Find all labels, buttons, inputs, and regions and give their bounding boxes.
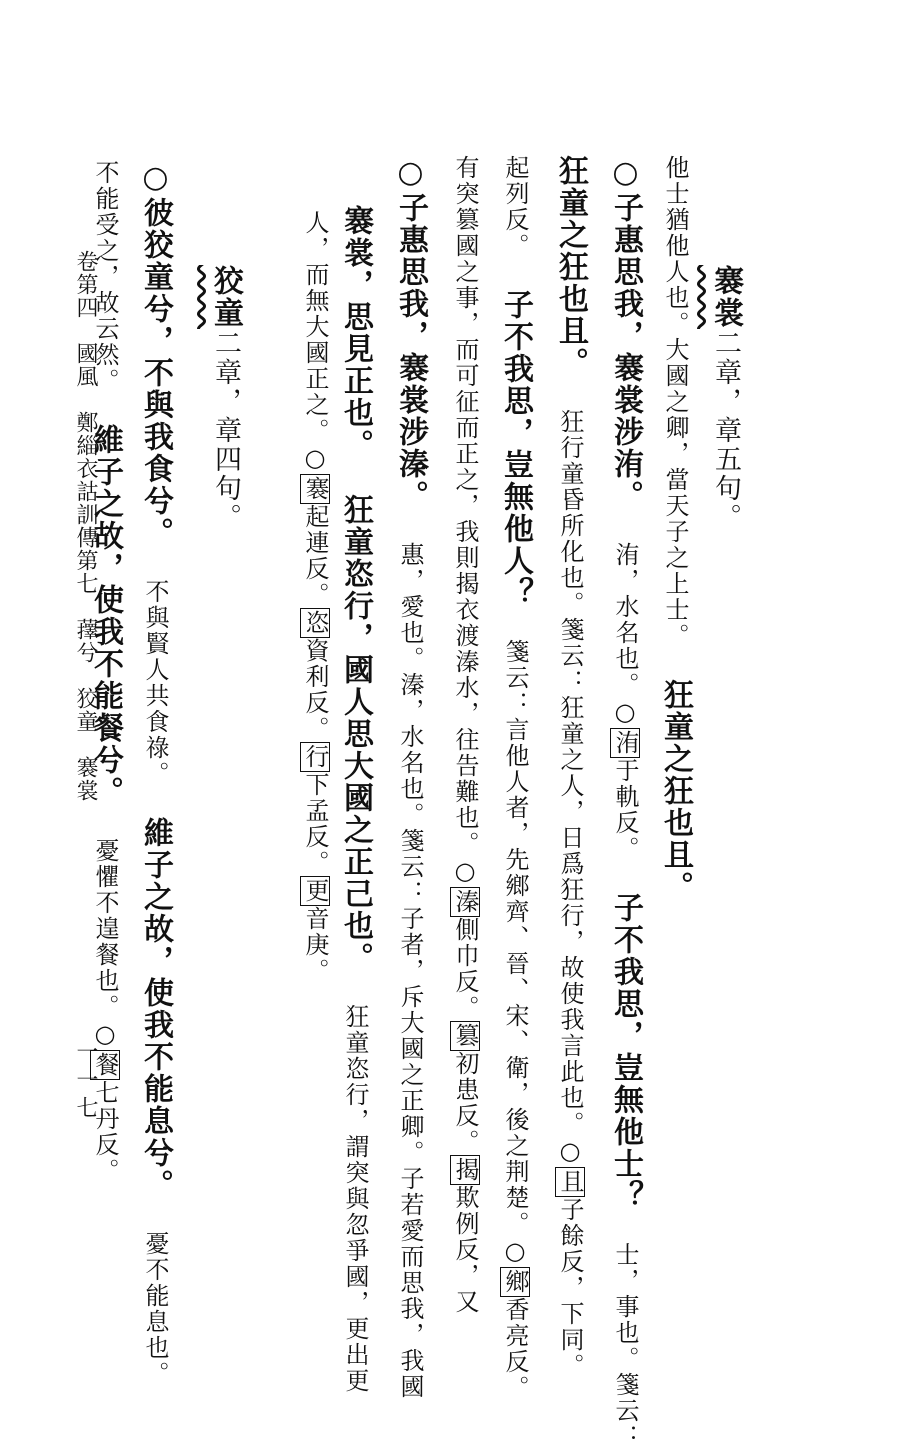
- text-segment: 不能受之，故云然。: [91, 160, 119, 424]
- text-segment: 下孟反。: [301, 772, 329, 876]
- text-segment: 且: [556, 1169, 584, 1195]
- text-segment: 更: [301, 878, 329, 904]
- text-segment: 二章，章四句。: [210, 329, 241, 532]
- text-segment: 餐: [91, 1052, 119, 1078]
- text-column-12: [708, 265, 743, 532]
- text-segment: 維子之故，使我不能息兮。: [138, 817, 173, 1201]
- text-segment: 洧: [611, 730, 639, 756]
- text-segment: 欺例反，又: [451, 1185, 479, 1315]
- text-segment: 維子之故，使我不能餐兮。: [88, 424, 123, 808]
- text-segment: 惠，愛也。溱，水名也。箋云：子者，斥大國之正卿。子若愛而思我，我國: [396, 512, 424, 1400]
- text-segment: 洧，水名也。○: [611, 512, 639, 728]
- text-segment: 二章，章五句。: [710, 329, 741, 532]
- text-segment: 篡: [451, 1023, 479, 1049]
- text-segment: 不與賢人共食祿。: [141, 549, 169, 817]
- text-segment: 鄉: [501, 1269, 529, 1295]
- text-segment: 憂不能息也。: [141, 1201, 169, 1387]
- text-column-10: [608, 155, 643, 1450]
- text-segment: 揭: [451, 1157, 479, 1183]
- text-segment: 于軌反。: [611, 758, 639, 892]
- text-segment: 箋云：言他人者，先鄉齊、晉、宋、衛，後之荆楚。○: [501, 609, 529, 1267]
- text-segment: 資利反。: [301, 638, 329, 742]
- text-segment: ○子惠思我，褰裳涉洧。: [608, 155, 643, 512]
- text-segment: 側巾反。: [451, 917, 479, 1021]
- text-column-2: [138, 160, 173, 1387]
- text-segment: 起列反。: [501, 155, 529, 289]
- text-segment: 子餘反，下同。: [556, 1197, 584, 1379]
- text-column-9: [553, 155, 588, 1379]
- text-segment: 有突篡國之事，而可征而正之，我則揭衣渡溱水，往告難也。○: [451, 155, 479, 887]
- text-column-5: [338, 205, 373, 1394]
- text-segment: 狂童恣行，謂突與忽爭國，更出更: [341, 974, 369, 1394]
- text-segment: 子不我思，豈無他士？: [608, 892, 643, 1212]
- text-segment: 狂行童昏所化也。箋云：狂童之人，日爲狂行，故使我言此也。○: [556, 379, 584, 1167]
- text-column-4: [300, 210, 330, 984]
- text-segment: 狂童恣行，國人思大國之正己也。: [338, 494, 373, 974]
- text-segment: 行: [301, 744, 329, 770]
- text-segment: 褰裳: [708, 265, 743, 329]
- text-segment: [340, 461, 371, 494]
- text-column-7: [450, 155, 480, 1315]
- text-segment: 人，而無大國正之。○: [301, 210, 329, 474]
- text-segment: 狂童之狂也且。: [658, 679, 693, 903]
- text-segment: 狂童之狂也且。: [553, 155, 588, 379]
- text-column-11: [658, 155, 693, 903]
- text-segment: ○子惠思我，褰裳涉溱。: [393, 155, 428, 512]
- text-column-6: [393, 155, 428, 1400]
- text-segment: 恣: [301, 610, 329, 636]
- text-segment: 初患反。: [451, 1051, 479, 1155]
- text-segment: 狡童: [208, 265, 243, 329]
- text-segment: 溱: [451, 889, 479, 915]
- text-segment: 褰: [301, 476, 329, 502]
- text-segment: ○彼狡童兮，不與我食兮。: [138, 160, 173, 549]
- text-column-8: [498, 155, 533, 1401]
- text-segment: 褰裳，思見正也。: [338, 205, 373, 461]
- text-segment: 士，事也。箋云：: [611, 1212, 639, 1450]
- text-segment: 憂懼不遑餐也。○: [91, 808, 119, 1050]
- text-column-3: [208, 265, 243, 532]
- running-header: 卷第四 國風 鄭緇衣詁訓傳第七 蘀兮 狡童 褰裳: [73, 250, 98, 802]
- text-segment: 他士猶他人也。大國之卿，當天子之上士。: [661, 155, 689, 679]
- page-number: 一一七: [73, 1040, 98, 1124]
- text-segment: 音庚。: [301, 906, 329, 984]
- text-segment: 起連反。: [301, 504, 329, 608]
- text-segment: 香亮反。: [501, 1297, 529, 1401]
- text-segment: 七丹反。: [91, 1080, 119, 1184]
- text-segment: 子不我思，豈無他人？: [498, 289, 533, 609]
